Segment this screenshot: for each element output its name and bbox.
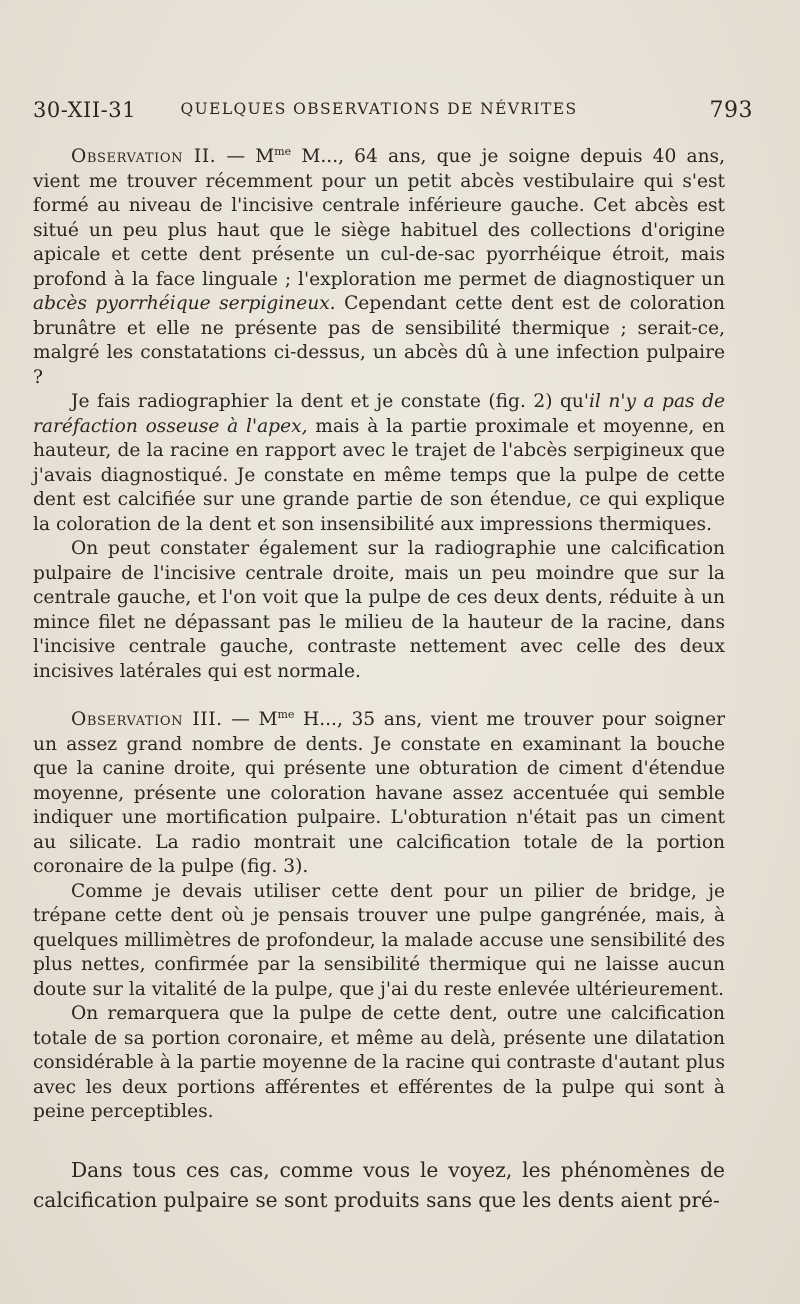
observation-2-p2-italic: il n'y a pas de raréfaction osseuse à l'apex, <box>33 391 725 437</box>
observation-3-paragraph-2: Comme je devais utiliser cette dent pour un pilier de bridge, je trépane cette dent où je pensais trouver une pulpe gangrénée, mais, à quelques millimètres de profondeur, la malade accuse une sensibilité des plus nettes, confirmée par la sensibilité thermique qui ne laisse aucun doute sur la vitalité de la pulpe, que j'ai du reste enlevée ultérieurement. <box>33 880 725 1000</box>
observation-3-name: M <box>258 709 278 730</box>
observation-2-paragraph-3: On peut constater également sur la radiographie une calcification pulpaire de l'incisive centrale droite, mais un peu moindre que sur la centrale gauche, et l'on voit que la pulpe de ces deux dents, réduite à un mince filet ne dépassant pas le milieu de la hauteur de la racine, dans l'incisive centrale gauche, contraste nettement avec celle des deux incisives latérales qui est normale. <box>33 538 725 682</box>
section-gap <box>33 1125 725 1155</box>
observation-2-dash: — <box>216 146 256 167</box>
observation-3-name-sup: me <box>277 708 295 721</box>
conclusion-paragraph: Dans tous ces cas, comme vous le voyez, les phénomènes de calcification pulpaire se sont produits sans que les dents aient pré- <box>33 1157 725 1212</box>
header-date: 30-XII-31 <box>33 98 136 122</box>
observation-3-paragraph-1 <box>33 708 725 880</box>
header-title: QUELQUES OBSERVATIONS DE NÉVRITES <box>180 100 578 118</box>
observation-2-intro-end: Cependant cette dent est de coloration brunâtre et elle ne présente pas de sensibilité thermique ; serait-ce, malgré les constatations ci-dessus, un abcès dû à une infection pulpaire ? <box>33 293 726 388</box>
observation-2-name-sup: me <box>274 145 292 158</box>
observation-2-paragraph-2 <box>33 390 725 537</box>
observation-2-diagnosis: abcès pyorrhéique serpigineux. <box>33 293 336 314</box>
page-body <box>33 145 725 1215</box>
observation-2-intro: M..., 64 ans, que je soigne depuis 40 ans, vient me trouver récemment pour un petit abcès vestibulaire qui s'est formé au niveau de l'incisive centrale inférieure gauche. Cet abcès est situé un peu plus haut que le siège habituel des collections d'origine apicale et cette dent présente un cul-de-sac pyorrhéique étroit, mais profond à la face linguale ; l'exploration me permet de diagnostiquer un <box>33 146 725 290</box>
observation-3-dash: — <box>222 709 259 730</box>
observation-2-p2-end: mais à la partie proximale et moyenne, en hauteur, de la racine en rapport avec le trajet de l'abcès serpigineux que j'avais diagnostiqué. Je constate en même temps que la pulpe de cette dent est calcifiée sur une grande partie de son étendue, ce qui explique la coloration de la dent et son insensibilité aux impressions thermiques. <box>33 415 725 535</box>
observation-2-paragraph-1 <box>33 145 725 390</box>
page-number: 793 <box>709 98 753 123</box>
book-page <box>33 92 753 1215</box>
running-head <box>33 92 753 132</box>
observation-3-paragraph-3: On remarquera que la pulpe de cette dent, outre une calcification totale de sa portion coronaire, et même au delà, présente une dilatation considérable à la partie moyenne de la racine qui contraste d'autant plus avec les deux portions afférentes et efférentes de la pulpe qui sont à peine perceptibles. <box>33 1003 725 1122</box>
observation-3-label: Observation III. <box>71 709 223 730</box>
observation-3-p1: H..., 35 ans, vient me trouver pour soigner un assez grand nombre de dents. Je constate en examinant la bouche que la canine droite, qui présente une obturation de ciment d'étendue moyenne, présente une coloration havane assez accentuée qui semble indiquer une mortification pulpaire. L'obturation n'était pas un ciment au silicate. La radio montrait une calcification totale de la portion coronaire de la pulpe (fig. 3). <box>33 709 725 877</box>
observation-2-label: Observation II. <box>71 146 217 167</box>
observation-2-name: M <box>255 146 275 167</box>
section-gap <box>33 684 725 708</box>
observation-2-p2-start: Je fais radiographier la dent et je constate (fig. 2) qu' <box>71 391 589 412</box>
